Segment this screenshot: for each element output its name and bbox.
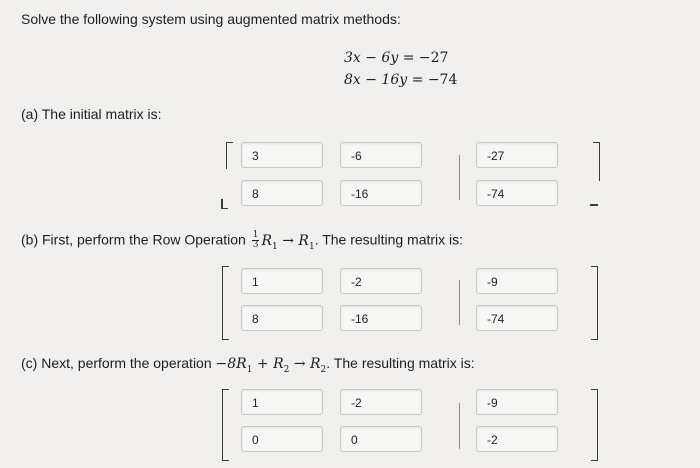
- part-b-fraction-den: 3: [252, 240, 259, 250]
- equation-2-rhs: −74: [427, 72, 458, 88]
- part-c-op-sub-1: 1: [246, 364, 253, 375]
- equation-2: 8x − 16y = −74: [344, 72, 458, 88]
- part-c-target: R: [310, 356, 321, 372]
- part-c-target-sub: 2: [320, 364, 327, 375]
- matrix-c-r2c1[interactable]: 0: [241, 426, 323, 452]
- matrix-b-right-bracket: [591, 266, 598, 340]
- matrix-a-r1c1[interactable]: 3: [241, 142, 323, 168]
- matrix-a-augment-divider: [459, 155, 460, 200]
- part-b-fraction: [252, 231, 260, 250]
- part-c-label: [21, 355, 475, 375]
- equation-1-rhs: −27: [418, 50, 449, 66]
- matrix-b-r2c2[interactable]: -16: [340, 305, 422, 331]
- matrix-a-r1c2[interactable]: -6: [340, 142, 422, 168]
- part-c-plus: + R: [252, 356, 284, 372]
- matrix-b-left-bracket: [222, 266, 229, 340]
- part-b-label: [21, 231, 463, 251]
- matrix-b-r2c1[interactable]: 8: [241, 305, 323, 331]
- part-b-arrow: →: [282, 232, 294, 249]
- matrix-a-r1c3[interactable]: -27: [476, 142, 558, 168]
- part-b-fraction-num: 1: [252, 230, 259, 240]
- matrix-a-right-bracket-top: [593, 142, 600, 181]
- matrix-a-left-bracket-foot: [221, 199, 223, 209]
- part-a-label: (a) The initial matrix is:: [21, 106, 162, 122]
- part-b-op-sub: 1: [272, 241, 278, 252]
- matrix-a-right-bracket-bottom: [590, 204, 598, 206]
- matrix-c-right-bracket: [591, 389, 598, 461]
- part-c-op-sub-2: 2: [283, 364, 290, 375]
- equation-1-lhs: 3x − 6y: [344, 50, 399, 66]
- matrix-c-r2c2[interactable]: 0: [340, 426, 422, 452]
- matrix-a-r2c1[interactable]: 8: [241, 180, 323, 206]
- matrix-c-r1c1[interactable]: 1: [241, 389, 323, 415]
- part-c-label-suffix: . The resulting matrix is:: [326, 355, 475, 371]
- part-b-label-suffix: . The resulting matrix is:: [314, 231, 464, 248]
- part-b-target-sub: 1: [308, 241, 315, 252]
- matrix-c-r2c3[interactable]: -2: [476, 426, 558, 452]
- matrix-c-r1c2[interactable]: -2: [340, 389, 422, 415]
- matrix-a-r2c2[interactable]: -16: [340, 180, 422, 206]
- matrix-a-r2c3[interactable]: -74: [476, 180, 558, 206]
- matrix-c-left-bracket: [222, 389, 229, 461]
- matrix-b-r1c2[interactable]: -2: [340, 268, 422, 294]
- matrix-c-r1c3[interactable]: -9: [476, 389, 558, 415]
- part-b-target: R: [298, 232, 309, 249]
- matrix-c-augment-divider: [459, 403, 460, 449]
- part-c-operation: −8R: [215, 356, 247, 372]
- matrix-b-r2c3[interactable]: -74: [476, 305, 558, 331]
- part-c-arrow: →: [293, 356, 306, 372]
- matrix-b-r1c3[interactable]: -9: [476, 268, 558, 294]
- problem-prompt: Solve the following system using augmented matrix methods:: [21, 11, 401, 27]
- matrix-b-r1c1[interactable]: 1: [241, 268, 323, 294]
- equation-1: 3x − 6y = −27: [344, 50, 449, 66]
- part-c-label-prefix: (c) Next, perform the operation: [21, 355, 212, 371]
- matrix-a-left-bracket-top: [226, 142, 233, 169]
- equation-2-lhs: 8x − 16y: [344, 72, 408, 88]
- matrix-b-augment-divider: [459, 280, 460, 325]
- part-b-operation: R: [261, 232, 273, 249]
- part-b-label-prefix: (b) First, perform the Row Operation: [21, 231, 246, 248]
